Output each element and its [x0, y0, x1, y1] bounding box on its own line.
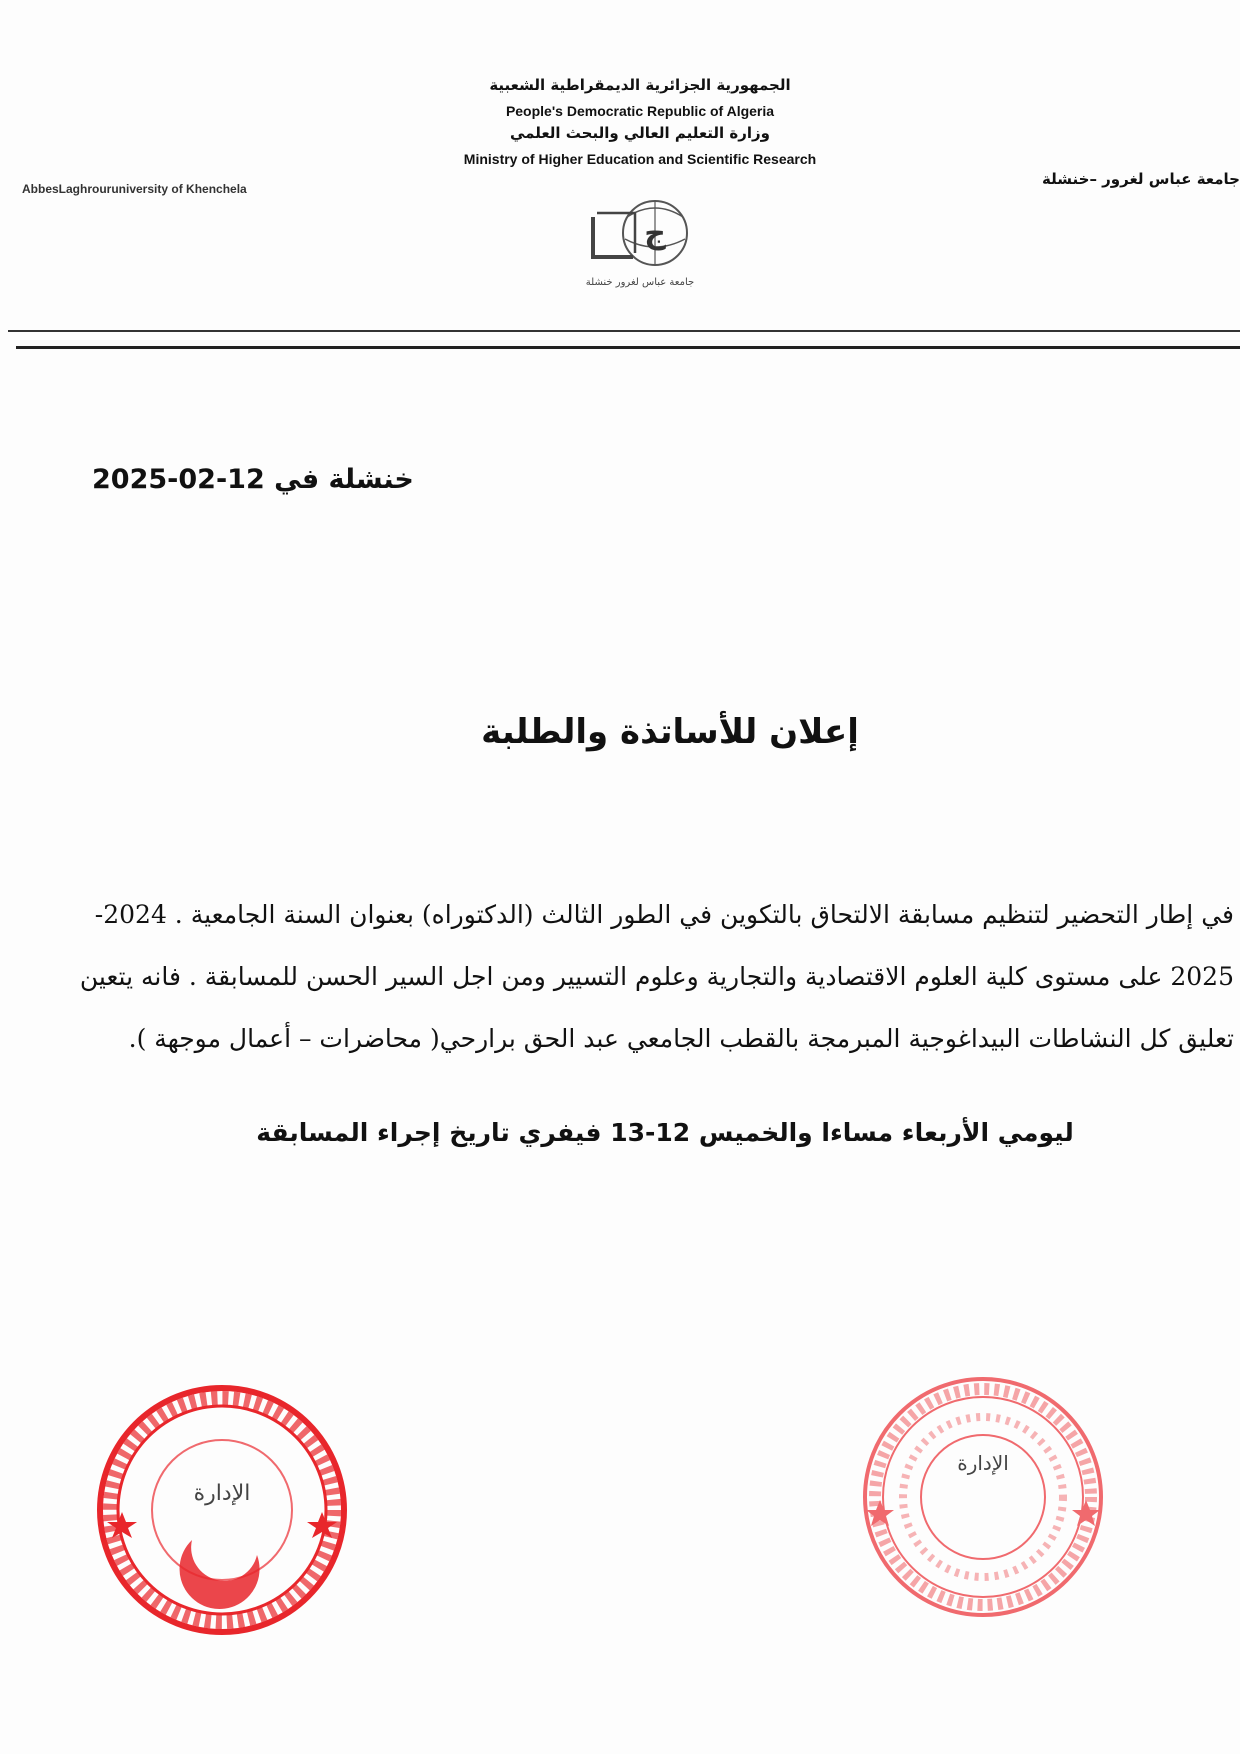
header-ministry-english: Ministry of Higher Education and Scientific Research — [463, 151, 817, 167]
header-republic-english: People's Democratic Republic of Algeria — [505, 103, 775, 119]
logo-caption: جامعة عباس لغرور خنشلة — [585, 277, 695, 288]
header-divider-bottom — [16, 346, 1240, 349]
body-line-3: تعليق كل النشاطات البيداغوجية المبرمجة بالقطب الجامعي عبد الحق برارحي( محاضرات – أعمال موجهة ). — [128, 1024, 1234, 1053]
stamp-right-label: الإدارة — [957, 1451, 1009, 1475]
university-name-english: AbbesLaghrouruniversity of Khenchela — [22, 182, 247, 196]
body-line-2: 2025 على مستوى كلية العلوم الاقتصادية والتجارية وعلوم التسيير ومن اجل السير الحسن للمسابقة . فانه يتعين — [79, 962, 1234, 991]
official-stamp-right — [858, 1372, 1108, 1622]
university-name-arabic: جامعة عباس لغرور –خنشلة — [1042, 170, 1240, 188]
header-divider-top — [8, 330, 1240, 332]
document-date: خنشلة في 12-02-2025 — [92, 464, 414, 495]
stamp-left-label: الإدارة — [193, 1481, 251, 1506]
university-logo — [575, 195, 705, 295]
announcement-title: إعلان للأساتذة والطلبة — [481, 712, 859, 752]
header-ministry-arabic: وزارة التعليم العالي والبحث العلمي — [509, 124, 771, 142]
schedule-line: ليومي الأربعاء مساءا والخميس 12-13 فيفري تاريخ إجراء المسابقة — [256, 1118, 1074, 1147]
official-stamp-left — [92, 1380, 352, 1640]
svg-text:ج: ج — [644, 216, 666, 251]
header-republic-arabic: الجمهورية الجزائرية الديمقراطية الشعبية — [489, 76, 791, 94]
body-line-1: في إطار التحضير لتنظيم مسابقة الالتحاق بالتكوين في الطور الثالث (الدكتوراه) بعنوان السنة الجامعية . 2024- — [94, 900, 1234, 929]
